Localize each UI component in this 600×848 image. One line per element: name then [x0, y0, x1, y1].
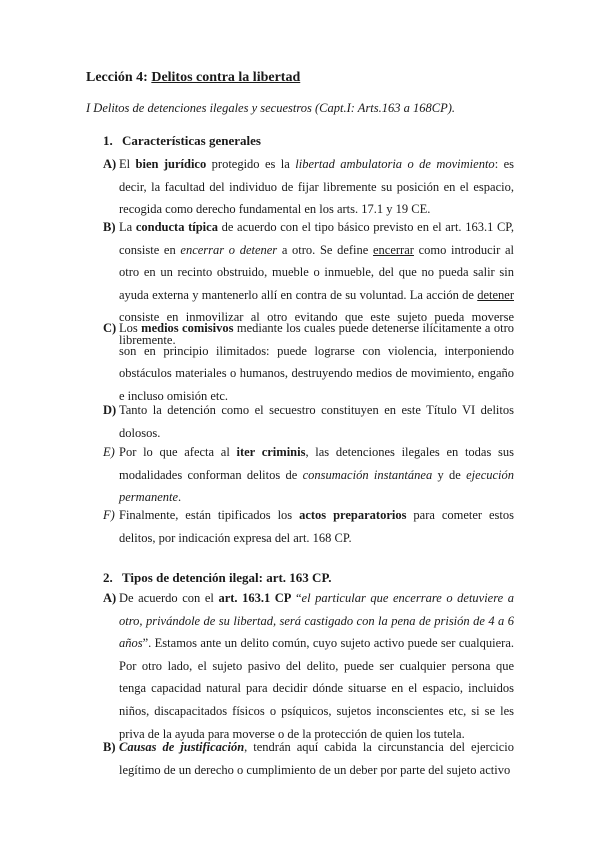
- item-marker: B): [103, 740, 116, 754]
- list-item-1a: [103, 153, 514, 221]
- section-title: Características generales: [122, 133, 261, 148]
- item-text: Los medios comisivos mediante los cuales puede detenerse ilícitamente a otro son en principio ilimitados: puede lograrse con violencia, interponiendo obstáculos materiales o humanos, destruyendo medios de movimiento, engaño e incluso omisión etc.: [119, 321, 515, 403]
- chapter-subtitle: I Delitos de detenciones ilegales y secuestros (Capt.I: Arts.163 a 168CP).: [86, 101, 456, 115]
- list-item-1d: [103, 399, 514, 444]
- item-text: Por lo que afecta al iter criminis, las detenciones ilegales en todas sus modalidades conforman delitos de consumación instantánea y de ejecución permanente.: [119, 445, 515, 505]
- section-heading-1: [103, 133, 261, 149]
- item-text: Tanto la detención como el secuestro constituyen en este Título VI delitos dolosos.: [119, 403, 514, 440]
- list-item-1e: [103, 441, 514, 509]
- item-text: Finalmente, están tipificados los actos preparatorios para cometer estos delitos, por indicación expresa del art. 168 CP.: [119, 508, 514, 545]
- item-text: El bien jurídico protegido es la libertad ambulatoria o de movimiento: es decir, la facultad del individuo de fijar libremente su posición en el espacio, recogida como derecho fundamental en los arts. 17.1 y 19 CE.: [119, 157, 514, 217]
- item-text: Causas de justificación, tendrán aquí cabida la circunstancia del ejercicio legítimo de un derecho o cumplimiento de un deber por parte del sujeto activo: [119, 740, 514, 777]
- lesson-title: [86, 70, 300, 86]
- section-title: Tipos de detención ilegal: art. 163 CP.: [122, 570, 332, 585]
- list-item-2a: [103, 587, 514, 745]
- lesson-topic: Delitos contra la libertad: [151, 70, 301, 85]
- item-marker: E): [103, 445, 115, 459]
- item-marker: F): [103, 508, 115, 522]
- list-item-1c: [103, 317, 514, 407]
- section-heading-2: [103, 570, 331, 586]
- item-marker: B): [103, 220, 116, 234]
- section-number: 2.: [103, 570, 113, 585]
- item-marker: A): [103, 591, 117, 605]
- item-marker: A): [103, 157, 117, 171]
- list-item-1f: [103, 504, 514, 549]
- section-number: 1.: [103, 133, 113, 148]
- item-marker: C): [103, 321, 117, 335]
- item-text: De acuerdo con el art. 163.1 CP “el particular que encerrare o detuviere a otro, privándole de su libertad, será castigado con la pena de prisión de 4 a 6 años”. Estamos ante un delito común, cuyo sujeto activo puede ser cualquiera. Por otro lado, el sujeto pasivo del delito, puede ser cualquier persona que tenga capacidad natural para decidir dónde situarse en el espacio, incluidos niños, discapacitados físicos o psíquicos, sujetos inconscientes etc, si se les priva de la ayuda para moverse o de la protección de quien los tutela.: [119, 591, 514, 741]
- list-item-2b: [103, 736, 514, 781]
- lesson-label: Lección 4:: [86, 70, 148, 85]
- item-marker: D): [103, 403, 117, 417]
- item-text: La conducta típica de acuerdo con el tipo básico previsto en el art. 163.1 CP, consiste en encerrar o detener a otro. Se define encerrar como introducir al otro en un recinto obstruido, mueble o inmueble, del que no pueda salir sin ayuda externa y mantenerlo allí en contra de su voluntad. La acción de detener consiste en inmovilizar al otro evitando que este sujeto pueda moverse libremente.: [119, 220, 514, 347]
